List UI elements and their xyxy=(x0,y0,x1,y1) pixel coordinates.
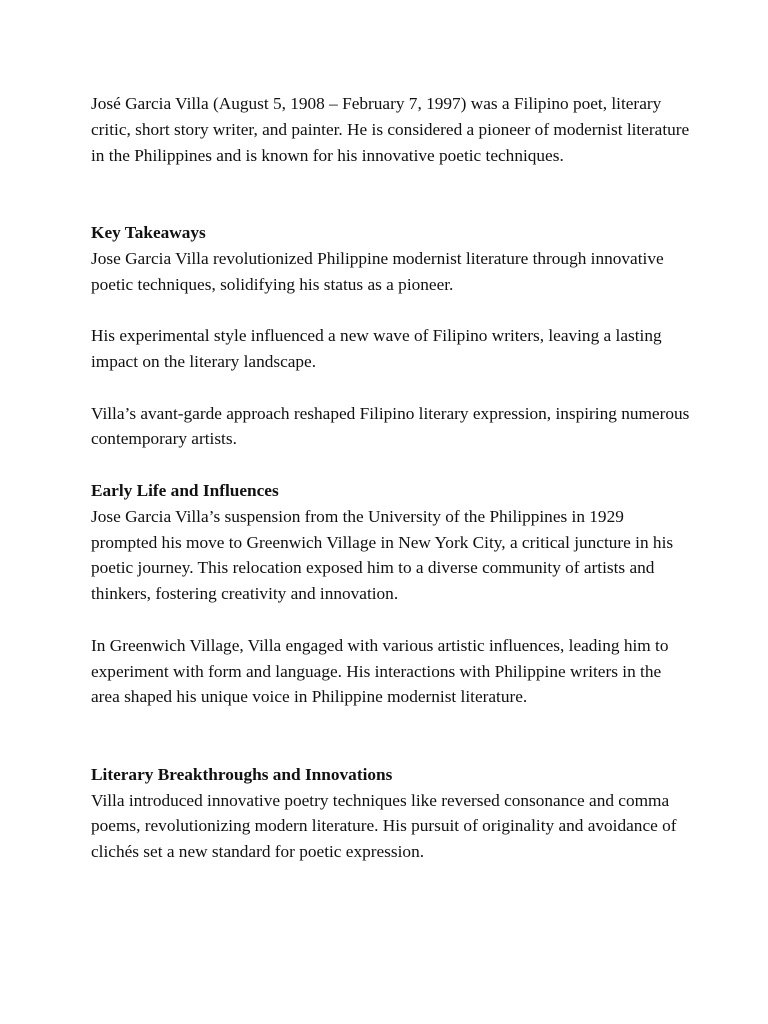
intro-paragraph: José Garcia Villa (August 5, 1908 – February 7, 1997) was a Filipino poet, literary critic, short story writer, and painter. He is considered a pioneer of modernist literature in the Philippines and is known for his innovative poetic techniques. xyxy=(91,94,690,165)
spacer xyxy=(91,297,691,323)
spacer xyxy=(91,452,691,478)
paragraph: Villa introduced innovative poetry techniques like reversed consonance and comma poems, revolutionizing modern literature. His pursuit of originality and avoidance of clichés set a new standard for poetic expression. xyxy=(91,790,677,862)
spacer xyxy=(91,607,691,633)
document-page xyxy=(91,91,691,865)
section-heading-key-takeaways: Key Takeaways xyxy=(91,222,206,242)
spacer xyxy=(91,375,691,401)
paragraph: Jose Garcia Villa’s suspension from the University of the Philippines in 1929 prompted his move to Greenwich Village in New York City, a critical juncture in his poetic journey. This relocation exposed him to a diverse community of artists and thinkers, fostering creativity and innovation. xyxy=(91,506,674,604)
paragraph: In Greenwich Village, Villa engaged with various artistic influences, leading him to experiment with form and language. His interactions with Philippine writers in the area shaped his unique voice in Philippine modernist literature. xyxy=(91,635,669,707)
section-heading-literary-breakthroughs: Literary Breakthroughs and Innovations xyxy=(91,764,393,784)
spacer xyxy=(91,710,691,762)
paragraph: Villa’s avant-garde approach reshaped Filipino literary expression, inspiring numerous contemporary artists. xyxy=(91,403,690,449)
paragraph: His experimental style influenced a new wave of Filipino writers, leaving a lasting impact on the literary landscape. xyxy=(91,326,662,371)
section-heading-early-life: Early Life and Influences xyxy=(91,480,279,500)
spacer xyxy=(91,168,691,220)
paragraph: Jose Garcia Villa revolutionized Philippine modernist literature through innovative poetic techniques, solidifying his status as a pioneer. xyxy=(91,248,664,294)
